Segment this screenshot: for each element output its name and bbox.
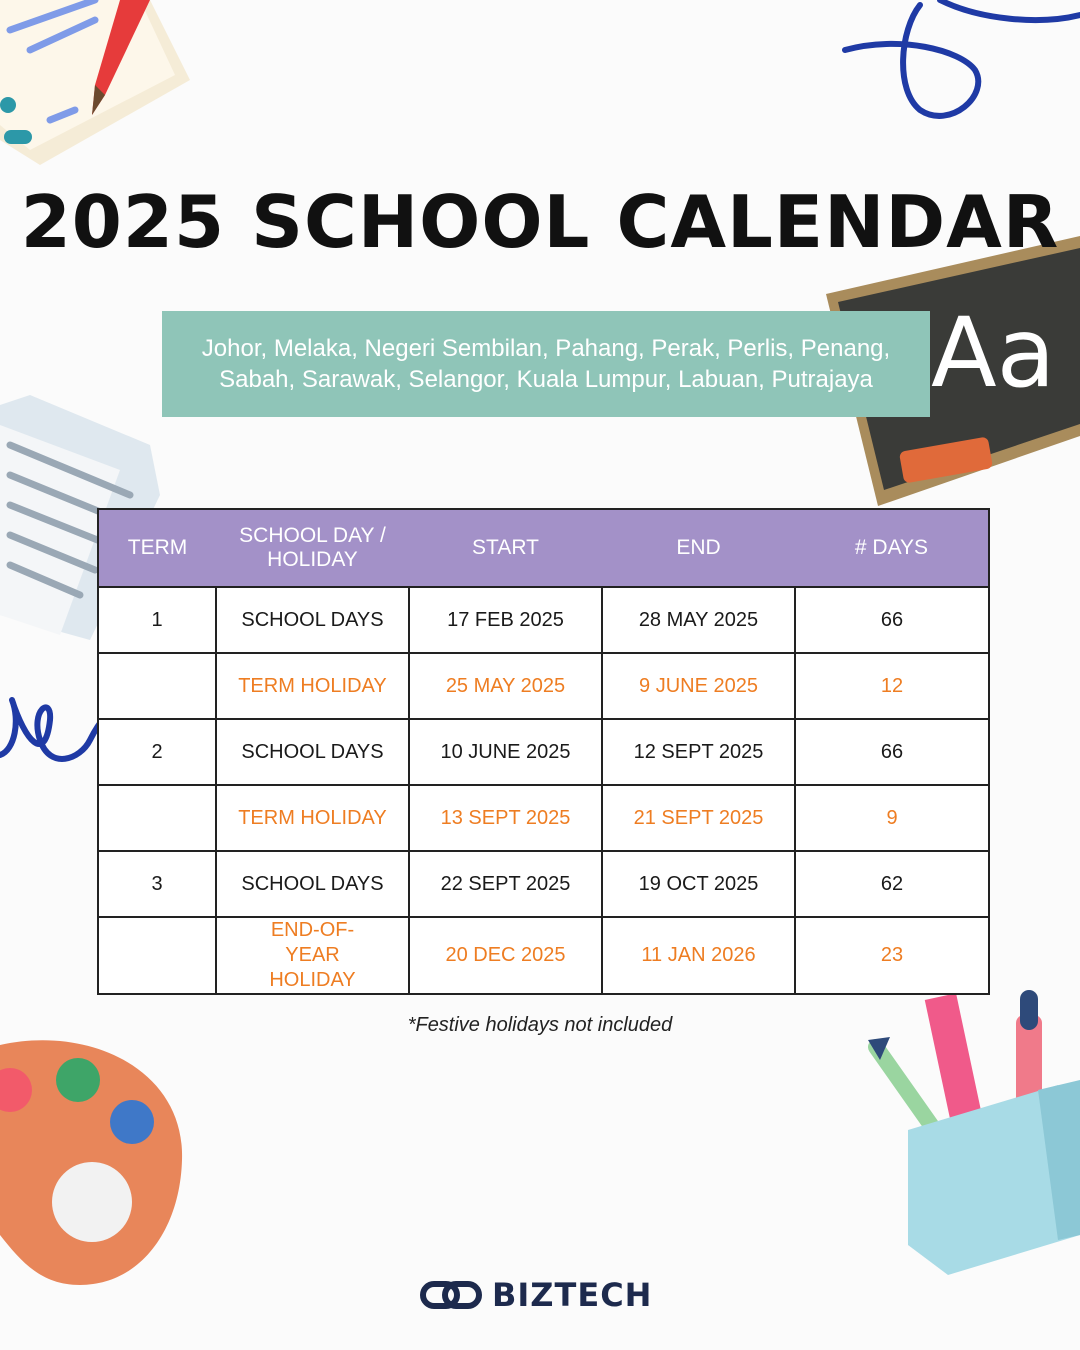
end-cell: 12 SEPT 2025 [602,719,795,785]
header-term: TERM [98,509,216,587]
header-days: # DAYS [795,509,989,587]
header-end: END [602,509,795,587]
end-cell: 11 JAN 2026 [602,917,795,994]
table-row [98,851,989,917]
link-logo-icon [420,1280,482,1310]
brand-logo [420,1274,652,1316]
page-title: 2025 SCHOOL CALENDAR [20,180,1060,264]
term-cell: 3 [98,851,216,917]
days-cell: 66 [795,719,989,785]
end-cell: 28 MAY 2025 [602,587,795,653]
term-cell [98,653,216,719]
swirl-icon [840,0,1080,130]
regions-banner: Johor, Melaka, Negeri Sembilan, Pahang, Perak, Perlis, Penang, Sabah, Sarawak, Selangor, Kuala Lumpur, Labuan, Putrajaya [162,311,930,417]
start-cell: 22 SEPT 2025 [409,851,602,917]
term-cell [98,917,216,994]
footnote: *Festive holidays not included [407,1014,673,1036]
table-row [98,587,989,653]
type-cell: TERM HOLIDAY [216,785,409,851]
header-school-day-holiday: SCHOOL DAY / HOLIDAY [216,509,409,587]
table-row [98,917,989,994]
days-cell: 62 [795,851,989,917]
table-row [98,719,989,785]
notepad-pencil-icon [0,0,200,170]
term-cell: 1 [98,587,216,653]
days-cell: 12 [795,653,989,719]
term-cell [98,785,216,851]
start-cell: 17 FEB 2025 [409,587,602,653]
type-cell: SCHOOL DAYS [216,719,409,785]
start-cell: 20 DEC 2025 [409,917,602,994]
school-calendar-table [97,508,990,995]
brand-name: BIZTECH [492,1276,653,1314]
start-cell: 13 SEPT 2025 [409,785,602,851]
palette-icon [0,1030,190,1290]
start-cell: 10 JUNE 2025 [409,719,602,785]
end-cell: 19 OCT 2025 [602,851,795,917]
table-row [98,785,989,851]
days-cell: 23 [795,917,989,994]
type-cell: END-OF-YEAR HOLIDAY [216,917,409,994]
start-cell: 25 MAY 2025 [409,653,602,719]
table-header-row [98,509,989,587]
table-row [98,653,989,719]
type-cell: SCHOOL DAYS [216,851,409,917]
end-cell: 21 SEPT 2025 [602,785,795,851]
term-cell: 2 [98,719,216,785]
type-cell: SCHOOL DAYS [216,587,409,653]
days-cell: 66 [795,587,989,653]
type-cell: TERM HOLIDAY [216,653,409,719]
days-cell: 9 [795,785,989,851]
chalkboard-letters: Aa [931,297,1056,409]
end-cell: 9 JUNE 2025 [602,653,795,719]
header-start: START [409,509,602,587]
